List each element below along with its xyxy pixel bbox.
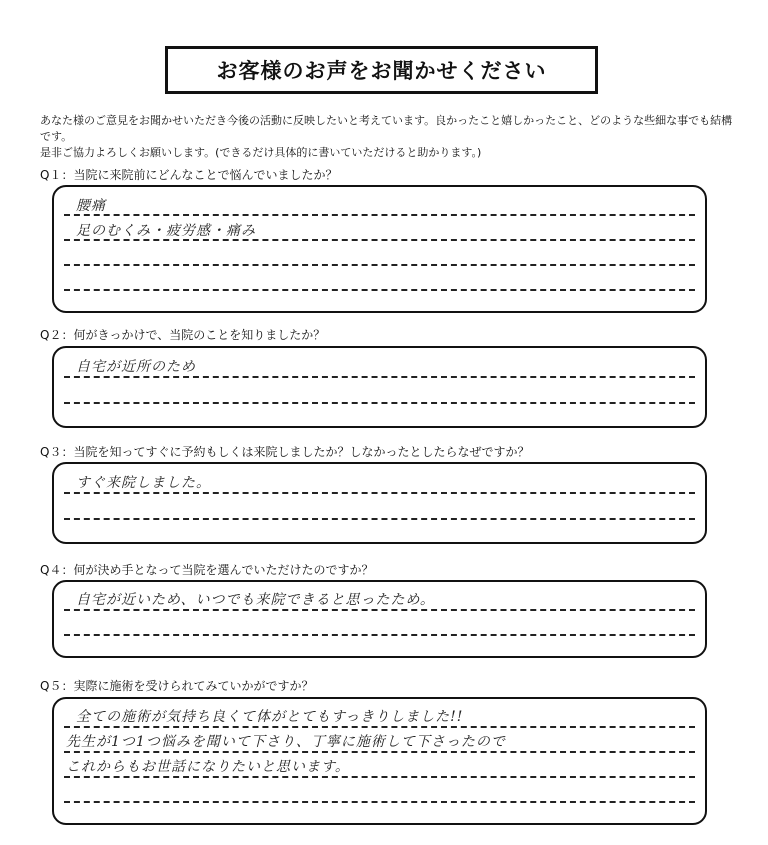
answer-box-1[interactable] <box>52 185 707 313</box>
handwritten-answer: 腰痛 <box>76 198 106 214</box>
answer-line <box>64 289 695 291</box>
handwritten-answer: 全ての施術が気持ち良くて体がとてもすっきりしました!! <box>76 709 464 725</box>
answer-line <box>64 751 695 753</box>
answer-line <box>64 801 695 803</box>
handwritten-answer: すぐ来院しました。 <box>76 475 211 491</box>
handwritten-answer: 自宅が近所のため <box>76 359 196 375</box>
handwritten-answer: これからもお世話になりたいと思います。 <box>66 759 350 775</box>
question-4-label: Q４：何が決め手となって当院を選んでいただけたのですか？ <box>40 563 374 577</box>
question-5-label: Q５：実際に施術を受けられてみていかがですか？ <box>40 679 314 693</box>
intro-line-1: あなた様のご意見をお聞かせいただき今後の活動に反映したいと考えています。良かったこと嬉しかったこと、どのような些細な事でも結構です。 <box>40 114 733 143</box>
page-title: お客様のお声をお聞かせください <box>165 46 598 94</box>
answer-line <box>64 264 695 266</box>
answer-line <box>64 376 695 378</box>
answer-line <box>64 634 695 636</box>
answer-line <box>64 492 695 494</box>
intro-line-2: 是非ご協力よろしくお願いします。(できるだけ具体的に書いていただけると助かります。) <box>40 146 482 159</box>
answer-line <box>64 609 695 611</box>
answer-line <box>64 726 695 728</box>
answer-box-3[interactable] <box>52 462 707 544</box>
handwritten-answer: 自宅が近いため、いつでも来院できると思ったため。 <box>76 592 435 608</box>
answer-box-5[interactable] <box>52 697 707 825</box>
intro-text <box>40 113 740 161</box>
question-3-label: Q３：当院を知ってすぐに予約もしくは来院しましたか？しなかったとしたらなぜですか？ <box>40 445 530 459</box>
question-1-label: Q１：当院に来院前にどんなことで悩んでいましたか？ <box>40 168 338 182</box>
answer-box-4[interactable] <box>52 580 707 658</box>
answer-line <box>64 214 695 216</box>
answer-box-2[interactable] <box>52 346 707 428</box>
answer-line <box>64 776 695 778</box>
handwritten-answer: 先生が1つ1つ悩みを聞いて下さり、丁寧に施術して下さったので <box>66 734 506 750</box>
handwritten-answer: 足のむくみ・疲労感・痛み <box>76 223 256 239</box>
answer-line <box>64 518 695 520</box>
answer-line <box>64 402 695 404</box>
question-2-label: Q２：何がきっかけで、当院のことを知りましたか？ <box>40 328 326 342</box>
